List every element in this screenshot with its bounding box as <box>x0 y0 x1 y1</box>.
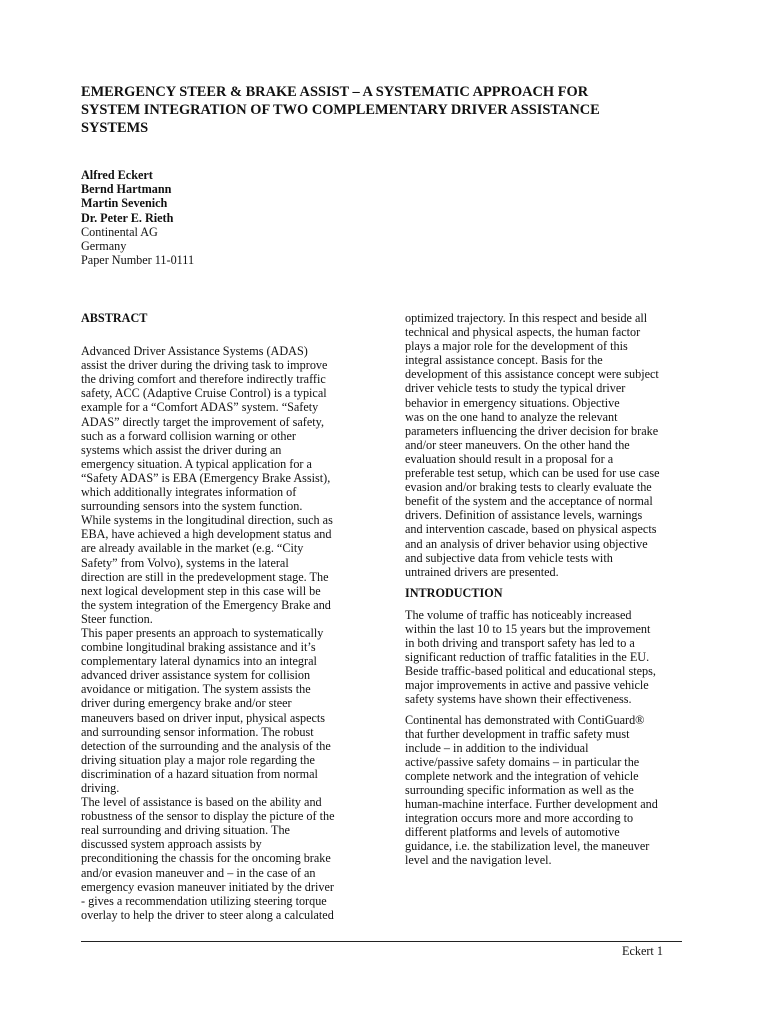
text-line: evaluation should result in a proposal for a <box>405 451 614 466</box>
text-line: advanced driver assistance system for collision <box>81 668 311 683</box>
right-column <box>405 311 700 868</box>
text-line: The volume of traffic has noticeably increased <box>405 607 632 622</box>
text-line: and intervention cascade, based on physical aspects <box>405 522 657 537</box>
text-line: ADAS” directly target the improvement of safety, <box>81 414 324 429</box>
text-line: Advanced Driver Assistance Systems (ADAS) <box>81 344 308 359</box>
text-line: Beside traffic-based political and educational steps, <box>405 664 656 679</box>
text-line: which additionally integrates information of <box>81 485 297 500</box>
text-line: detection of the surrounding and the analysis of the <box>81 738 331 753</box>
author-name: Martin Sevenich <box>81 196 168 211</box>
text-line: real surrounding and driving situation. The <box>81 823 290 838</box>
text-line: complementary lateral dynamics into an integral <box>81 654 317 669</box>
text-line: and surrounding sensor information. The robust <box>81 724 314 739</box>
text-line: driving. <box>81 781 120 795</box>
text-line: major improvements in active and passive vehicle <box>405 678 649 693</box>
text-line: emergency situation. A typical application for a <box>81 456 312 471</box>
text-line: safety, ACC (Adaptive Cruise Control) is a typical <box>81 386 327 401</box>
text-line: Steer function. <box>81 611 153 626</box>
text-line: EBA, have achieved a high development status and <box>81 527 332 542</box>
abstract-paragraph-4 <box>405 311 700 579</box>
paper-title <box>81 83 681 137</box>
text-line: active/passive safety domains – in particular the <box>405 754 640 769</box>
text-line: The level of assistance is based on the ability and <box>81 795 322 810</box>
text-line: technical and physical aspects, the human factor <box>405 325 641 340</box>
text-line: “Safety ADAS” is EBA (Emergency Brake Assist), <box>81 470 331 485</box>
text-line: such as a forward collision warning or other <box>81 428 296 443</box>
author-name: Bernd Hartmann <box>81 182 172 197</box>
text-line: safety systems have shown their effectiveness. <box>405 692 632 707</box>
text-line: example for a “Comfort ADAS” system. “Safety <box>81 400 319 415</box>
left-column <box>81 311 371 922</box>
text-line: in both driving and transport safety has led to a <box>405 636 635 651</box>
introduction-paragraph-2 <box>405 713 700 868</box>
text-line: and/or steer maneuvers. On the other hand the <box>405 437 630 452</box>
text-line: and subjective data from vehicle tests with <box>405 550 613 565</box>
text-line: optimized trajectory. In this respect and beside all <box>405 311 648 325</box>
text-line: driver during emergency brake and/or steer <box>81 696 292 711</box>
introduction-paragraph-1 <box>405 608 700 707</box>
text-line: maneuvers based on driver input, physical aspects <box>81 710 326 725</box>
text-line: are already available in the market (e.g. “City <box>81 541 304 556</box>
country: Germany <box>81 239 127 254</box>
text-line: that further development in traffic safety must <box>405 726 630 741</box>
text-line: complete network and the integration of vehicle <box>405 768 639 783</box>
text-line: Safety” from Volvo), systems in the lateral <box>81 555 289 570</box>
text-line: combine longitudinal braking assistance and it’s <box>81 640 316 655</box>
text-line: development of this assistance concept were subject <box>405 367 659 382</box>
text-line: direction are still in the predevelopment stage. The <box>81 569 329 584</box>
text-line: discrimination of a hazard situation from normal <box>81 766 318 781</box>
text-line: preconditioning the chassis for the oncoming brake <box>81 851 331 866</box>
text-line: overlay to help the driver to steer along a calculated <box>81 907 334 922</box>
text-line: untrained drivers are presented. <box>405 564 559 579</box>
text-line: preferable test setup, which can be used for use case <box>405 466 660 481</box>
abstract-heading: ABSTRACT <box>81 311 148 325</box>
text-line: benefit of the system and the acceptance of normal <box>405 494 653 509</box>
text-line: next logical development step in this case will be <box>81 583 321 598</box>
text-line: avoidance or mitigation. The system assists the <box>81 682 311 697</box>
abstract-paragraph-2 <box>81 626 371 795</box>
text-line: was on the one hand to analyze the relevant <box>405 409 618 424</box>
text-line: level and the navigation level. <box>405 853 552 868</box>
text-line: evasion and/or braking tests to clearly evaluate the <box>405 480 652 495</box>
text-line: within the last 10 to 15 years but the improvement <box>405 621 651 636</box>
author-block <box>81 168 381 267</box>
text-line: driver vehicle tests to study the typical driver <box>405 381 626 396</box>
text-line: significant reduction of traffic fatalities in the EU. <box>405 650 650 665</box>
abstract-paragraph-1 <box>81 344 371 626</box>
footer-rule <box>81 941 682 942</box>
affiliation: Continental AG <box>81 224 158 239</box>
text-line: plays a major role for the development of this <box>405 339 628 354</box>
text-line: systems which assist the driver during an <box>81 442 282 457</box>
author-name: Alfred Eckert <box>81 168 153 182</box>
text-line: and/or evasion maneuver and – in the case of an <box>81 865 316 880</box>
text-line: and an analysis of driver behavior using objective <box>405 536 648 551</box>
text-line: include – in addition to the individual <box>405 740 589 755</box>
paper-number: Paper Number 11-0111 <box>81 253 195 268</box>
text-line: different platforms and levels of automotive <box>405 825 620 840</box>
text-line: drivers. Definition of assistance levels, warnings <box>405 508 643 523</box>
text-line: integration occurs more and more according to <box>405 811 634 826</box>
text-line: emergency evasion maneuver initiated by the driver <box>81 879 334 894</box>
text-line: surrounding sensors into the system function. <box>81 499 303 514</box>
text-line: human-machine interface. Further development and <box>405 797 658 812</box>
text-line: guidance, i.e. the stabilization level, the maneuver <box>405 839 650 854</box>
text-line: assist the driver during the driving task to improve <box>81 358 328 373</box>
author-name: Dr. Peter E. Rieth <box>81 210 174 225</box>
text-line: robustness of the sensor to display the picture of the <box>81 809 335 824</box>
text-line: the system integration of the Emergency Brake and <box>81 597 331 612</box>
text-line: the driving comfort and therefore indirectly traffic <box>81 372 326 387</box>
abstract-paragraph-3 <box>81 795 371 922</box>
text-line: discussed system approach assists by <box>81 837 262 852</box>
text-line: driving situation play a major role regarding the <box>81 752 315 767</box>
text-line: surrounding specific information as well as the <box>405 783 634 797</box>
title-line: EMERGENCY STEER & BRAKE ASSIST – A SYSTEMATIC APPROACH FOR <box>81 84 589 100</box>
introduction-heading: INTRODUCTION <box>405 585 503 600</box>
title-line: SYSTEMS <box>81 120 149 136</box>
text-line: This paper presents an approach to systematically <box>81 625 324 640</box>
page-footer: Eckert 1 <box>622 944 663 958</box>
text-line: behavior in emergency situations. Objective <box>405 395 620 410</box>
text-line: Continental has demonstrated with ContiGuard® <box>405 712 645 727</box>
text-line: parameters influencing the driver decision for brake <box>405 423 659 438</box>
title-line: SYSTEM INTEGRATION OF TWO COMPLEMENTARY DRIVER ASSISTANCE <box>81 102 600 118</box>
text-line: While systems in the longitudinal direction, such as <box>81 513 333 528</box>
text-line: - gives a recommendation utilizing steering torque <box>81 893 327 908</box>
text-line: integral assistance concept. Basis for the <box>405 353 603 368</box>
